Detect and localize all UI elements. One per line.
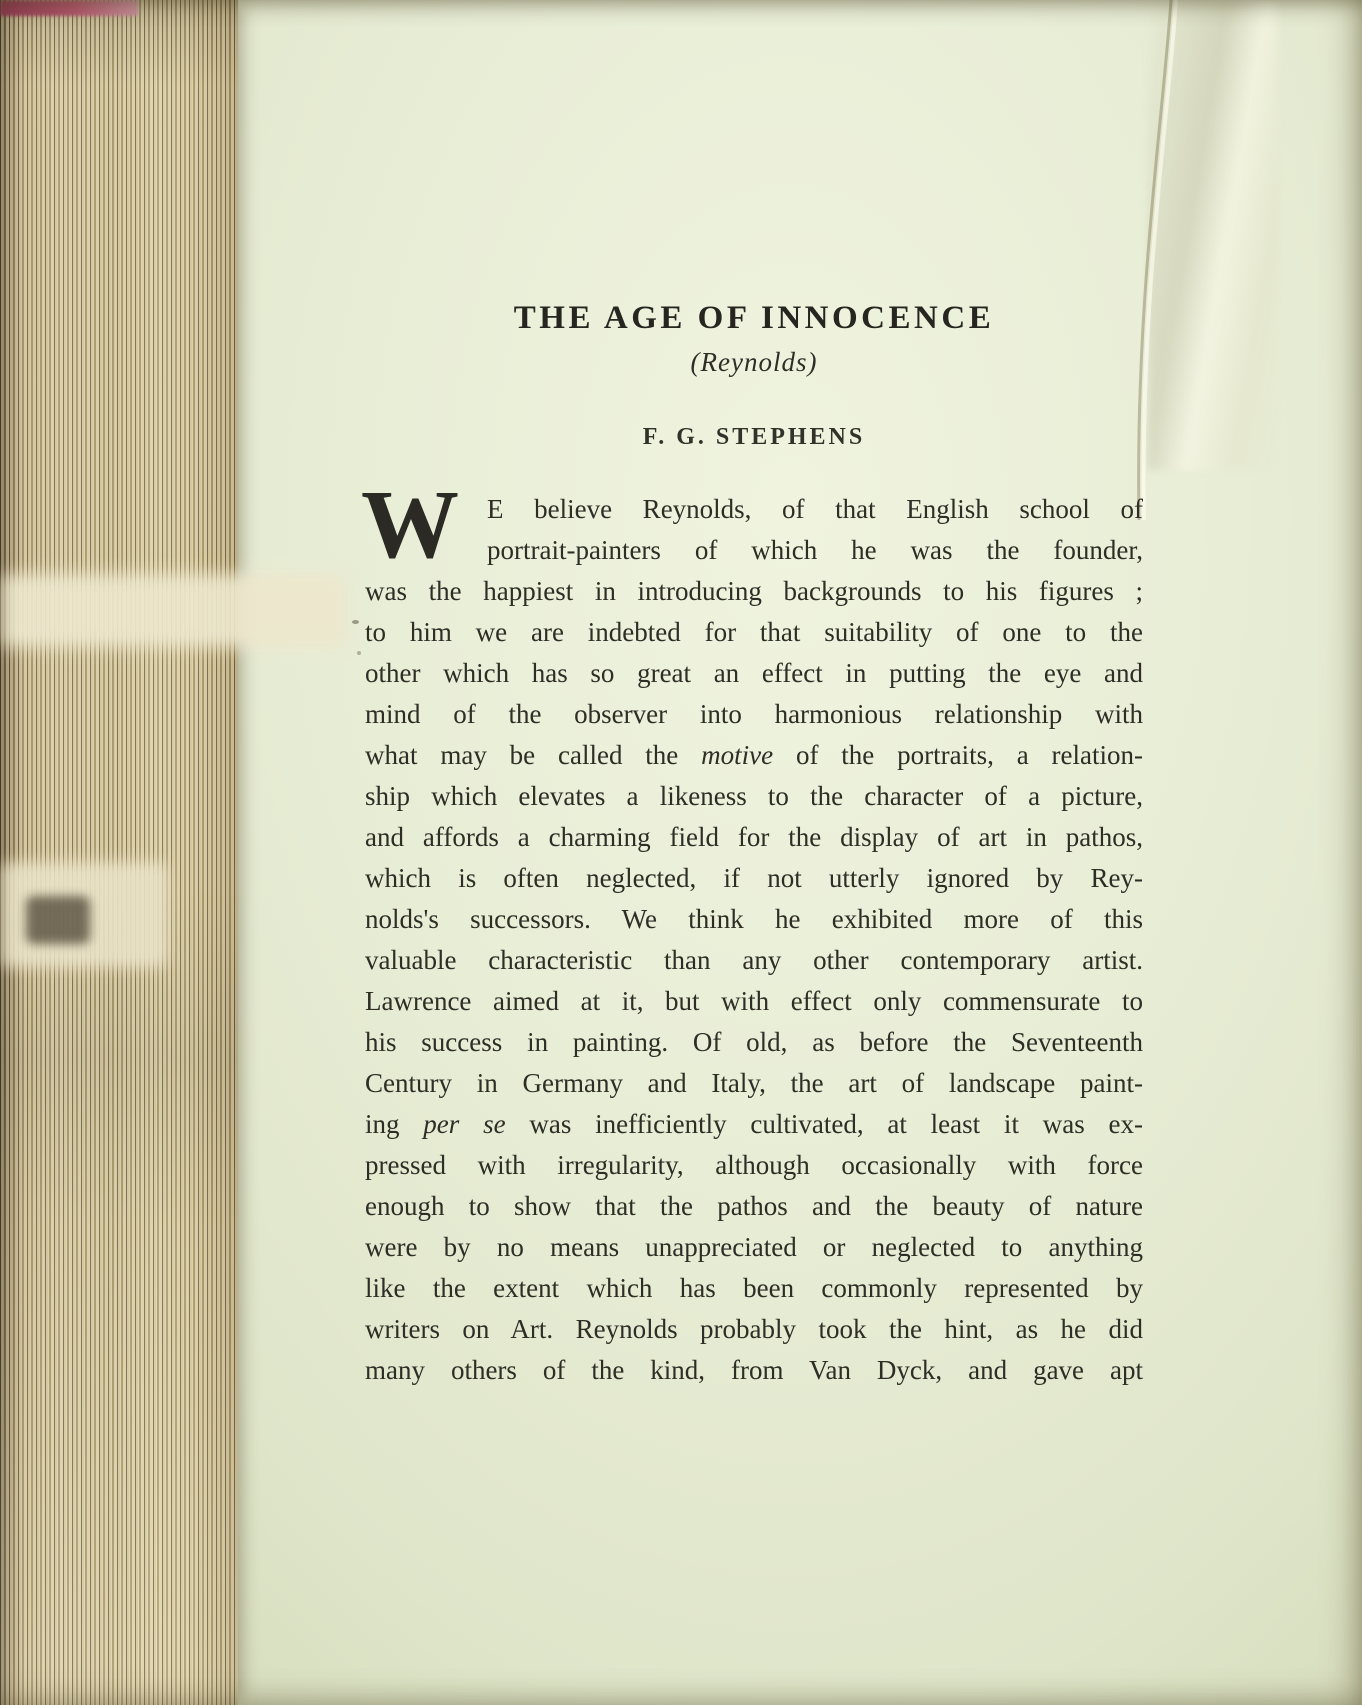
- text-segment: mind of the observer into harmonious relationship with: [365, 699, 1143, 729]
- text-line: [365, 1186, 1143, 1227]
- text-segment: was the happiest in introducing backgrounds to his figures ;: [365, 576, 1143, 606]
- text-segment: Lawrence aimed at it, but with effect only commensurate to: [365, 986, 1143, 1016]
- text-line: [365, 776, 1143, 817]
- text-line: [365, 1145, 1143, 1186]
- text-segment: many others of the kind, from Van Dyck, and gave apt: [365, 1355, 1143, 1385]
- text-line: [365, 530, 1143, 571]
- text-line: [365, 1104, 1143, 1145]
- text-segment: enough to show that the pathos and the beauty of nature: [365, 1191, 1143, 1221]
- blur-smear-top: [0, 574, 346, 648]
- text-line: [365, 1063, 1143, 1104]
- page-title: THE AGE OF INNOCENCE: [513, 300, 995, 336]
- text-line: [365, 1309, 1143, 1350]
- text-line: [365, 694, 1143, 735]
- text-segment: other which has so great an effect in putting the eye and: [365, 658, 1143, 688]
- text-segment: was inefficiently cultivated, at least it was ex-: [505, 1109, 1143, 1139]
- paper-speck: [357, 651, 361, 655]
- text-line: [365, 940, 1143, 981]
- drop-cap: W: [361, 471, 459, 579]
- paper-speck: [352, 620, 359, 624]
- text-segment: his success in painting. Of old, as before the Seventeenth: [365, 1027, 1143, 1057]
- text-line: [365, 1268, 1143, 1309]
- book-page-edges: [0, 0, 238, 1705]
- text-segment: pressed with irregularity, although occasionally with force: [365, 1150, 1143, 1180]
- text-segment: and affords a charming field for the display of art in pathos,: [365, 822, 1143, 852]
- text-line: [365, 858, 1143, 899]
- text-line: [365, 1227, 1143, 1268]
- author-byline: F. G. STEPHENS: [642, 424, 866, 450]
- italic-text-segment: per se: [423, 1109, 506, 1139]
- text-segment: like the extent which has been commonly represented by: [365, 1273, 1143, 1303]
- text-line: [365, 899, 1143, 940]
- text-segment: valuable characteristic than any other contemporary artist.: [365, 945, 1143, 975]
- text-line: [365, 817, 1143, 858]
- text-line: [365, 1350, 1143, 1391]
- text-segment: portrait-painters of which he was the founder,: [487, 535, 1143, 565]
- text-segment: writers on Art. Reynolds probably took the hint, as he did: [365, 1314, 1143, 1344]
- text-line: [365, 1022, 1143, 1063]
- text-line: [365, 612, 1143, 653]
- text-line: [365, 653, 1143, 694]
- dark-smudge: [26, 896, 90, 944]
- page-subtitle: (Reynolds): [690, 347, 818, 377]
- text-segment: nolds's successors. We think he exhibited more of this: [365, 904, 1143, 934]
- text-line: [365, 489, 1143, 530]
- body-lines: [361, 471, 1143, 1391]
- text-line: [365, 571, 1143, 612]
- text-line: [365, 735, 1143, 776]
- text-segment: Century in Germany and Italy, the art of landscape paint-: [365, 1068, 1143, 1098]
- book-cover-sliver: [0, 0, 138, 16]
- text-segment: which is often neglected, if not utterly ignored by Rey-: [365, 863, 1143, 893]
- printed-text-block: [361, 300, 1143, 1391]
- text-line: [365, 981, 1143, 1022]
- text-segment: ing: [365, 1109, 424, 1139]
- text-segment: ship which elevates a likeness to the character of a picture,: [365, 781, 1143, 811]
- text-segment: what may be called the: [365, 740, 702, 770]
- text-segment: E believe Reynolds, of that English school of: [487, 494, 1143, 524]
- text-segment: were by no means unappreciated or neglected to anything: [365, 1232, 1143, 1262]
- text-segment: to him we are indebted for that suitability of one to the: [365, 617, 1143, 647]
- text-segment: of the portraits, a relation-: [773, 740, 1143, 770]
- italic-text-segment: motive: [701, 740, 774, 770]
